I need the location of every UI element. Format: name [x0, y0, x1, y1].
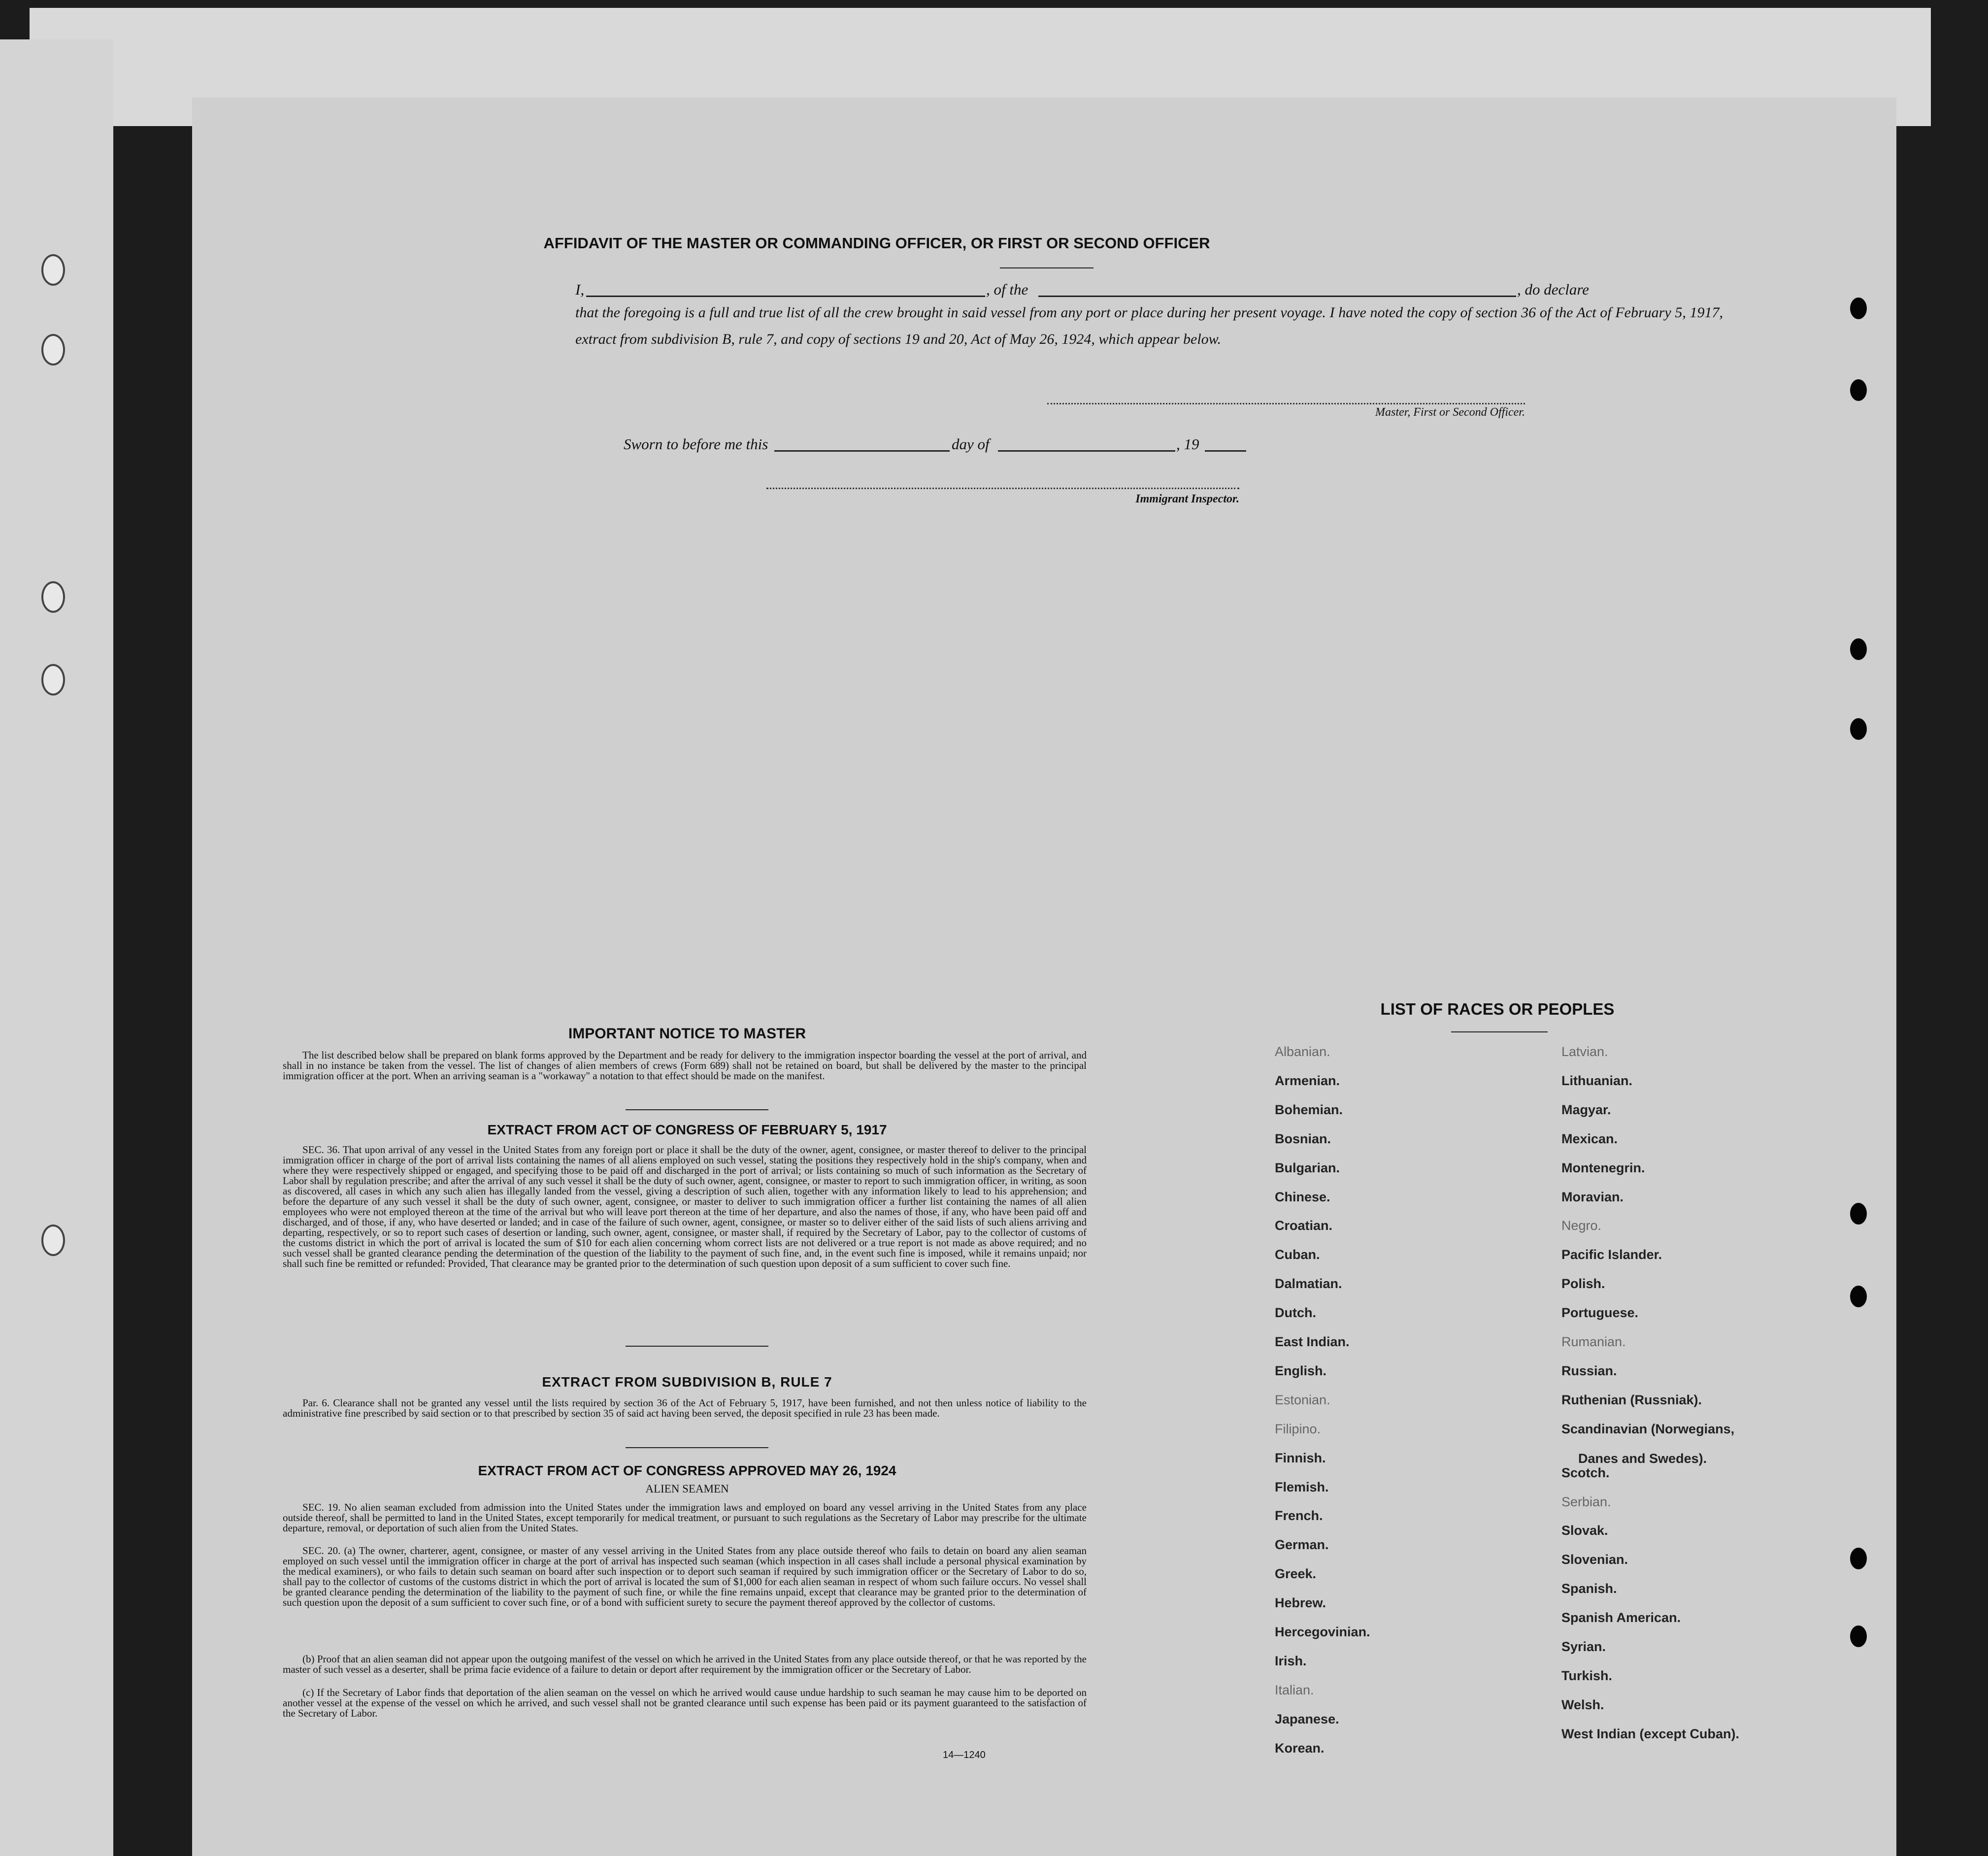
sec19-text: SEC. 19. No alien seaman excluded from admission into the United States under the immigration laws and employed on board any vessel arriving in the United States from any place outside thereof, shall be permitted to land in the United States, except temporarily for medical treatment, or pursuant to such regulations as the Secretary of Labor may prescribe for the ultimate departure, removal, or deportation of such alien from the United States. — [283, 1501, 1087, 1534]
affidavit-title: AFFIDAVIT OF THE MASTER OR COMMANDING OFFICER, OR FIRST OR SECOND OFFICER — [543, 234, 1210, 252]
punch-hole — [41, 1225, 65, 1256]
race-item: Greek. — [1275, 1566, 1317, 1582]
punch-hole — [41, 581, 65, 613]
race-item: Portuguese. — [1561, 1305, 1639, 1321]
race-item: Spanish American. — [1561, 1610, 1681, 1625]
master-signature-label: Master, First or Second Officer. — [1375, 406, 1525, 419]
declare-label: , do declare — [1517, 281, 1590, 298]
year-label: , 19 — [1176, 435, 1199, 453]
form-number: 14—1240 — [943, 1750, 986, 1760]
punch-hole — [1850, 638, 1867, 660]
race-item: Bosnian. — [1275, 1131, 1331, 1146]
race-item: Bulgarian. — [1275, 1160, 1340, 1175]
race-item: Hercegovinian. — [1275, 1624, 1370, 1639]
punch-hole — [1850, 1286, 1867, 1307]
race-item: Dutch. — [1275, 1305, 1316, 1321]
race-item: Cuban. — [1275, 1247, 1320, 1262]
subdivision-body: Par. 6. Clearance shall not be granted any vessel until the lists required by section 36 of the Act of February 5, 1917, have been furnished, and not then unless notice of liability to the administrative fine prescribed by said section or to that prescribed by section 35 of said act having been served, the deposit specified in rule 23 has been made. — [283, 1397, 1087, 1419]
races-title: LIST OF RACES OR PEOPLES — [1380, 1000, 1615, 1018]
race-item: Irish. — [1275, 1653, 1307, 1668]
race-item: West Indian (except Cuban). — [1561, 1726, 1740, 1741]
race-item: Spanish. — [1561, 1581, 1617, 1596]
extract-1917-body: SEC. 36. That upon arrival of any vessel in the United States from any foreign port or place it shall be the duty of the owner, agent, consignee, or master thereof to deliver to the principal immigration officer in charge of the port of arrival lists containing the names of all aliens employed on such vessel, stating the positions they respectively hold in the ship's company, when and where they were respectively shipped or engaged, and specifying those to be paid off and discharged in the port of arrival; or lists containing so much of such information as the Secretary of Labor shall by regulation prescribe; and after the arrival of any such vessel it shall be the duty of such owner, agent, consignee, or master to report to such immigration officer, in writing, as soon as discovered, all cases in which any such alien has illegally landed from the vessel, giving a description of such alien, together with any information likely to lead to his apprehension; and before the departure of any such vessel it shall be the duty of such owner, agent, consignee, or master to deliver to such immigration officer a further list containing the names of all alien employees who were not employed thereon at the time of the arrival but who will leave port thereon at the time of her departure, and also the names of those, if any, who have been paid off and discharged, and of those, if any, who have deserted or landed; and in case of the failure of such owner, agent, consignee, or master so to deliver either of the said lists of such aliens arriving and departing, respectively, or so to report such cases of desertion or landing, such owner, agent, consignee, or master shall, if required by the Secretary of Labor, pay to the collector of customs of the customs district in which the port of arrival is located the sum of $10 for each alien concerning whom correct lists are not delivered or a true report is not made as above required; and no such vessel shall be granted clearance pending the determination of the question of the liability to the payment of such fine, and, in the event such fine is imposed, while it remains unpaid; nor shall such fine be remitted or refunded: Provided, That clearance may be granted prior to the determination of such question upon deposit of a sum sufficient to cover such fine. — [283, 1144, 1087, 1269]
race-item: Moravian. — [1561, 1189, 1624, 1204]
race-item: Finnish. — [1275, 1450, 1326, 1465]
punch-hole — [41, 664, 65, 696]
race-item: Turkish. — [1561, 1668, 1613, 1683]
affidavit-declaration-line — [575, 281, 1723, 300]
race-item: East Indian. — [1275, 1334, 1350, 1349]
race-item: English. — [1275, 1363, 1327, 1378]
races-divider — [1451, 1031, 1548, 1032]
race-item: German. — [1275, 1537, 1329, 1553]
punch-hole — [1850, 718, 1867, 740]
back-sheet-left-edge — [0, 39, 113, 1856]
race-item: Albanian. — [1275, 1044, 1330, 1059]
race-item: Russian. — [1561, 1363, 1617, 1378]
declarant-label: I, — [575, 281, 585, 298]
sworn-line — [624, 435, 1234, 455]
section-divider — [626, 1346, 768, 1347]
race-item: Estonian. — [1275, 1392, 1330, 1407]
day-of-label: day of — [952, 435, 990, 453]
punch-hole — [1850, 298, 1867, 319]
extract-1924-title: EXTRACT FROM ACT OF CONGRESS APPROVED MAY 26, 1924 — [478, 1463, 896, 1478]
vessel-name-field[interactable] — [1038, 296, 1516, 297]
sworn-year-field[interactable] — [1205, 450, 1246, 452]
race-item: Negro. — [1561, 1218, 1602, 1233]
punch-hole — [1850, 1203, 1867, 1225]
race-item: Japanese. — [1275, 1711, 1339, 1726]
race-item: Scotch. — [1561, 1465, 1610, 1480]
vessel-label: , of the — [986, 281, 1028, 298]
punch-hole — [41, 254, 65, 286]
inspector-signature-label: Immigrant Inspector. — [1135, 493, 1239, 505]
race-item: Pacific Islander. — [1561, 1247, 1662, 1262]
punch-hole — [1850, 1548, 1867, 1569]
race-item: Latvian. — [1561, 1044, 1608, 1059]
race-item: Armenian. — [1275, 1073, 1340, 1088]
race-item: Italian. — [1275, 1682, 1314, 1697]
declarant-name-field[interactable] — [586, 296, 985, 297]
extract-1917-title: EXTRACT FROM ACT OF CONGRESS OF FEBRUARY 5, 1917 — [487, 1122, 887, 1137]
form-page — [192, 98, 1896, 1856]
race-item: Korean. — [1275, 1740, 1325, 1756]
race-item: Mexican. — [1561, 1131, 1618, 1146]
race-item: Slovenian. — [1561, 1552, 1628, 1567]
notice-body: The list described below shall be prepared on blank forms approved by the Department and be ready for delivery to the immigration inspector boarding the vessel at the port of arrival, and shall in no instance be taken from the vessel. The list of changes of alien members of crews (Form 689) shall not be retained on board, but shall be delivered by the master to the principal immigration officer at the port. When an arriving seaman is a "workaway" a notation to that effect should be made on the manifest. — [283, 1049, 1087, 1082]
sworn-month-field[interactable] — [998, 450, 1175, 452]
race-item: Lithuanian. — [1561, 1073, 1632, 1088]
sworn-day-field[interactable] — [774, 450, 950, 452]
race-item: Slovak. — [1561, 1523, 1608, 1538]
sec20c-text: (c) If the Secretary of Labor finds that deportation of the alien seaman on the vessel on which he arrived would cause undue hardship to such seaman he may cause him to be deported on another vessel at the expense of the vessel on which he arrived, and such vessel shall not be granted clearance until such expense has been paid or its payment guaranteed to the satisfaction of the Secretary of Labor. — [283, 1687, 1087, 1719]
inspector-signature-field[interactable] — [766, 488, 1239, 489]
race-item: Ruthenian (Russniak). — [1561, 1392, 1702, 1407]
race-item: Chinese. — [1275, 1189, 1330, 1204]
race-item: Filipino. — [1275, 1421, 1321, 1436]
master-signature-field[interactable] — [1047, 403, 1525, 404]
notice-title: IMPORTANT NOTICE TO MASTER — [568, 1026, 806, 1042]
title-divider — [1000, 267, 1093, 268]
race-item: Serbian. — [1561, 1494, 1611, 1509]
race-item: Flemish. — [1275, 1479, 1329, 1494]
sworn-label: Sworn to before me this — [624, 435, 768, 453]
punch-hole — [41, 334, 65, 365]
race-item: Danes and Swedes). — [1578, 1451, 1707, 1466]
race-item: Bohemian. — [1275, 1102, 1343, 1117]
affidavit-body: that the foregoing is a full and true list of all the crew brought in said vessel from any port or place during her present voyage. I have noted the copy of section 36 of the Act of February 5, 1917, extract from subdivision B, rule 7, and copy of sections 19 and 20, Act of May 26, 1924, which appear below. — [575, 304, 1723, 347]
race-item: Polish. — [1561, 1276, 1605, 1292]
race-item: Dalmatian. — [1275, 1276, 1342, 1292]
race-item: Magyar. — [1561, 1102, 1611, 1117]
race-item: Welsh. — [1561, 1697, 1604, 1712]
race-item: Syrian. — [1561, 1639, 1606, 1654]
extract-1924-subtitle: ALIEN SEAMEN — [645, 1483, 729, 1495]
subdivision-title: EXTRACT FROM SUBDIVISION B, RULE 7 — [542, 1374, 832, 1390]
race-item: Hebrew. — [1275, 1595, 1326, 1611]
race-item: Montenegrin. — [1561, 1160, 1645, 1175]
section-divider — [626, 1109, 768, 1110]
race-item: Rumanian. — [1561, 1334, 1626, 1349]
punch-hole — [1850, 379, 1867, 401]
race-item: Croatian. — [1275, 1218, 1333, 1233]
race-item: Scandinavian (Norwegians, — [1561, 1421, 1735, 1436]
sec20a-text: SEC. 20. (a) The owner, charterer, agent, consignee, or master of any vessel arriving in the United States from any place outside thereof who fails to detain on board any alien seaman employed on such vessel until the immigration officer in charge at the port of arrival has inspected such seaman (which inspection in all cases shall include a personal physical examination by the medical examiners), or who fails to detain such seaman on board after such inspection or to deport such seaman if required by such immigration officer or the Secretary of Labor to do so, shall pay to the collector of customs of the customs district in which the port of arrival is located the sum of $1,000 for each alien seaman in respect of whom such failure occurs. No vessel shall be granted clearance pending the determination of the liability to the payment of such fine, or while the fine remains unpaid, except that clearance may be granted prior to the determination of such question upon the deposit of a sum sufficient to cover such fine, or of a bond with sufficient surety to secure the payment thereof approved by the collector of customs. — [283, 1545, 1087, 1608]
section-divider — [626, 1447, 768, 1448]
sec20b-text: (b) Proof that an alien seaman did not appear upon the outgoing manifest of the vessel on which he arrived in the United States from any place outside thereof, or that he was reported by the master of such vessel as a deserter, shall be prima facie evidence of a failure to detain or deport after requirement by the immigration officer or the Secretary of Labor. — [283, 1653, 1087, 1675]
race-item: French. — [1275, 1508, 1323, 1524]
punch-hole — [1850, 1625, 1867, 1647]
